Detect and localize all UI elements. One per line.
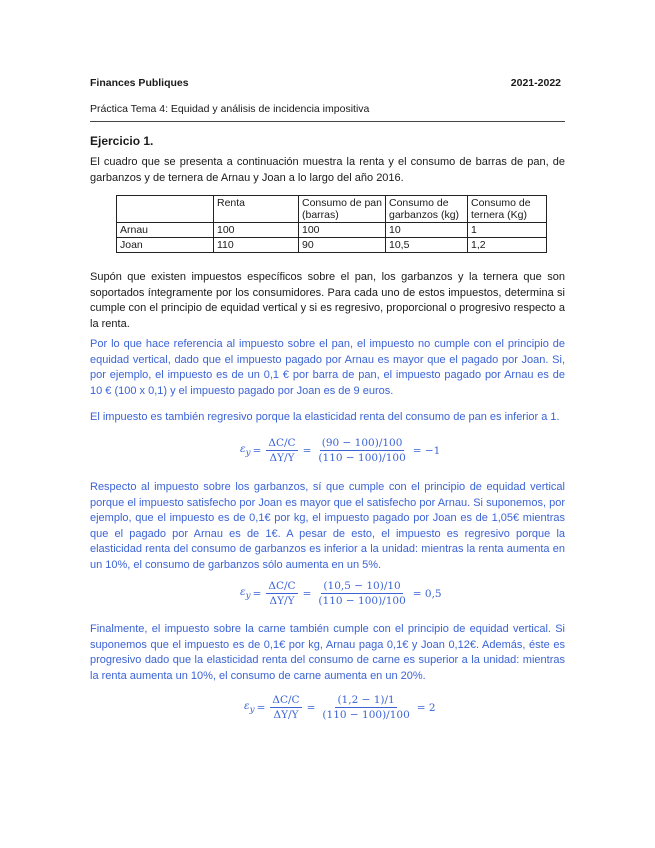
course-title: Finances Publiques: [90, 77, 189, 89]
table-cell: 1: [468, 223, 547, 238]
exercise-title: Ejercicio 1.: [90, 134, 154, 148]
table-row: [117, 238, 547, 253]
fraction: $\frac{\Delta C/C}{\Delta Y/Y}$: [268, 580, 296, 607]
table-header-cell: Consumo de garbanzos (kg): [386, 196, 468, 223]
elasticity-equation-meat: $\varepsilon_y$ = $\frac{\Delta C/C}{\Delta Y/Y}$ = $\frac{(1,2 - 1)/1}{(110 - 100)/100}$ = 2: [244, 694, 436, 721]
fraction: $\frac{(1,2 - 1)/1}{(110 - 100)/100}$: [322, 694, 410, 721]
answer-meat-paragraph: Finalmente, el impuesto sobre la carne también cumple con el principio de equidad vertical. Si suponemos que el impuesto es de 0,1€ por kg, Arnau paga 0,1€ y Joan 0,12€. Además, éste es progresivo dado que la elasticidad renta del consumo de carne es superior a la unidad: mientras la renta aumenta un 10%, el consumo de carne aumenta en un 20%.: [90, 623, 565, 682]
table-header-row: [117, 196, 547, 223]
elasticity-equation-bread: $\varepsilon_y$ = $\frac{\Delta C/C}{\Delta Y/Y}$ = $\frac{(90 - 100)/100}{(110 - 100)/100}$ = −1: [240, 437, 441, 464]
table-header-cell: Renta: [214, 196, 299, 223]
data-table: [116, 195, 547, 253]
practice-subtitle: Práctica Tema 4: Equidad y análisis de incidencia impositiva: [90, 103, 370, 115]
table-cell: Joan: [117, 238, 214, 253]
epsilon-symbol: $\varepsilon_y$: [244, 699, 255, 716]
header-divider: [90, 121, 565, 122]
table-row: [117, 223, 547, 238]
answer-chickpeas-paragraph: Respecto al impuesto sobre los garbanzos, sí que cumple con el principio de equidad vertical porque el impuesto satisfecho por Joan es mayor que el satisfecho por Arnau. Si suponemos, por ejemplo, que el impuesto es de 0,1€ por kg, el impuesto pagado por Joan es de 1,05€ mientras que el pagado por Arnau es de 1€. A pesar de esto, el impuesto es regresivo porque la elasticidad renta del consumo de garbanzos es inferior a la unidad: mientras la renta aumenta en un 10%, el consumo de garbanzos sólo aumenta en un 5%.: [90, 481, 565, 571]
table-cell: 90: [299, 238, 386, 253]
intro-paragraph: El cuadro que se presenta a continuación muestra la renta y el consumo de barras de pan, de garbanzos y de ternera de Arnau y Joan a lo largo del año 2016.: [90, 156, 565, 184]
table-cell: 10: [386, 223, 468, 238]
equation-result: = 0,5: [412, 587, 442, 600]
fraction: $\frac{(10,5 - 10)/10}{(110 - 100)/100}$: [318, 580, 406, 607]
table-header-cell: [117, 196, 214, 223]
table-header-cell: Consumo de ternera (Kg): [468, 196, 547, 223]
table-cell: 10,5: [386, 238, 468, 253]
fraction: $\frac{(90 - 100)/100}{(110 - 100)/100}$: [318, 437, 406, 464]
answer-bread-paragraph: Por lo que hace referencia al impuesto sobre el pan, el impuesto no cumple con el principio de equidad vertical, dado que el impuesto pagado por Arnau es mayor que el pagado por Joan. Si, por ejemplo, el impuesto es de un 0,1 € por barra de pan, el impuesto pagado por Arnau es de 10 € (100 x 0,1) y el impuesto pagado por Joan es de 9 euros.: [90, 338, 565, 397]
page-header: [90, 77, 561, 89]
epsilon-symbol: $\varepsilon_y$: [240, 442, 251, 459]
academic-year: 2021-2022: [510, 77, 561, 89]
elasticity-equation-chickpeas: $\varepsilon_y$ = $\frac{\Delta C/C}{\Delta Y/Y}$ = $\frac{(10,5 - 10)/10}{(110 - 100)/100}$ = 0,5: [240, 580, 442, 607]
equation-result: = −1: [412, 444, 441, 457]
table-cell: 1,2: [468, 238, 547, 253]
table-cell: 100: [214, 223, 299, 238]
question-paragraph: Supón que existen impuestos específicos sobre el pan, los garbanzos y la ternera que son soportados íntegramente por los consumidores. Para cada uno de estos impuestos, determina si cumple con el principio de equidad vertical y si es regresivo, proporcional o progresivo respecto a la renta.: [90, 271, 565, 330]
table-cell: 100: [299, 223, 386, 238]
fraction: $\frac{\Delta C/C}{\Delta Y/Y}$: [268, 437, 296, 464]
fraction: $\frac{\Delta C/C}{\Delta Y/Y}$: [272, 694, 300, 721]
table-header-cell: Consumo de pan (barras): [299, 196, 386, 223]
epsilon-symbol: $\varepsilon_y$: [240, 585, 251, 602]
equation-result: = 2: [416, 701, 436, 714]
answer-regressive-paragraph: El impuesto es también regresivo porque la elasticidad renta del consumo de pan es inferior a 1.: [90, 411, 560, 423]
table-cell: 110: [214, 238, 299, 253]
table-cell: Arnau: [117, 223, 214, 238]
